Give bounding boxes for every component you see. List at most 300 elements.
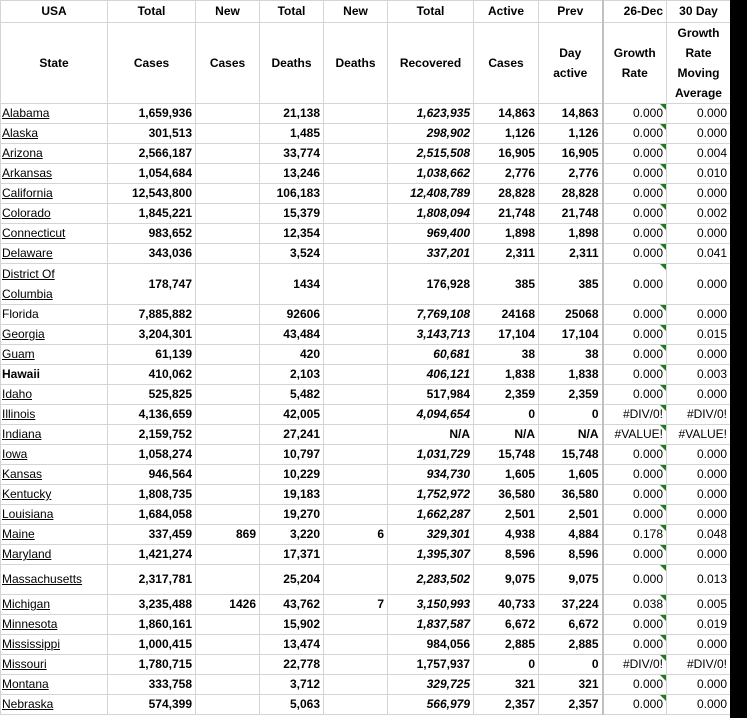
header-deaths[interactable]: Deaths [260, 23, 324, 104]
state-cell[interactable] [1, 655, 108, 675]
total-deaths-cell[interactable] [260, 305, 324, 325]
new-deaths-cell[interactable] [324, 204, 388, 224]
state-cell[interactable] [1, 505, 108, 525]
total-deaths-cell[interactable] [260, 104, 324, 124]
recovered-cell[interactable] [388, 615, 474, 635]
new-cases-cell[interactable] [196, 144, 260, 164]
new-deaths-cell[interactable] [324, 144, 388, 164]
active-cases-cell[interactable] [474, 545, 539, 565]
total-cases-cell[interactable] [108, 305, 196, 325]
new-cases-cell[interactable] [196, 204, 260, 224]
total-cases-cell[interactable] [108, 655, 196, 675]
new-deaths-cell[interactable] [324, 405, 388, 425]
new-cases-cell[interactable] [196, 545, 260, 565]
state-link[interactable]: Mississippi [2, 637, 61, 651]
state-link[interactable]: Louisiana [2, 507, 54, 521]
recovered-cell[interactable] [388, 445, 474, 465]
header-new-cases-top[interactable]: New [196, 1, 260, 23]
state-cell[interactable] [1, 365, 108, 385]
new-deaths-cell[interactable] [324, 345, 388, 365]
active-cases-cell[interactable] [474, 485, 539, 505]
new-cases-cell[interactable] [196, 305, 260, 325]
new-cases-cell[interactable] [196, 695, 260, 715]
header-total-cases-top[interactable]: Total [108, 1, 196, 23]
active-cases-cell[interactable] [474, 124, 539, 144]
error-indicator-icon[interactable] [660, 164, 666, 170]
state-link[interactable]: Georgia [2, 327, 45, 341]
moving-average-cell[interactable] [667, 345, 731, 365]
growth-rate-cell[interactable] [603, 104, 667, 124]
moving-average-cell[interactable] [667, 465, 731, 485]
error-indicator-icon[interactable] [660, 325, 666, 331]
recovered-cell[interactable] [388, 124, 474, 144]
total-cases-cell[interactable] [108, 695, 196, 715]
total-cases-cell[interactable] [108, 325, 196, 345]
new-deaths-cell[interactable] [324, 305, 388, 325]
state-cell[interactable] [1, 164, 108, 184]
header-growth-rate[interactable]: Growth Rate [603, 23, 667, 104]
new-cases-cell[interactable] [196, 244, 260, 264]
state-link[interactable]: Massachusetts [2, 572, 83, 586]
error-indicator-icon[interactable] [660, 184, 666, 190]
error-indicator-icon[interactable] [660, 104, 666, 110]
state-cell[interactable] [1, 695, 108, 715]
state-link[interactable]: District Of Columbia [2, 267, 55, 301]
error-indicator-icon[interactable] [660, 525, 666, 531]
error-indicator-icon[interactable] [660, 144, 666, 150]
moving-average-cell[interactable] [667, 385, 731, 405]
total-cases-cell[interactable] [108, 144, 196, 164]
total-cases-cell[interactable] [108, 124, 196, 144]
moving-average-cell[interactable] [667, 655, 731, 675]
growth-rate-cell[interactable] [603, 695, 667, 715]
state-cell[interactable] [1, 485, 108, 505]
state-link[interactable]: Connecticut [2, 226, 66, 240]
new-deaths-cell[interactable] [324, 385, 388, 405]
moving-average-cell[interactable] [667, 124, 731, 144]
header-new-deaths-top[interactable]: New [324, 1, 388, 23]
recovered-cell[interactable] [388, 565, 474, 595]
growth-rate-cell[interactable] [603, 385, 667, 405]
state-cell[interactable] [1, 675, 108, 695]
prev-day-active-cell[interactable] [539, 325, 603, 345]
moving-average-cell[interactable] [667, 595, 731, 615]
state-link[interactable]: Kansas [2, 467, 43, 481]
prev-day-active-cell[interactable] [539, 385, 603, 405]
prev-day-active-cell[interactable] [539, 695, 603, 715]
header-moving-average[interactable]: Growth Rate Moving Average [667, 23, 731, 104]
prev-day-active-cell[interactable] [539, 675, 603, 695]
state-cell[interactable] [1, 405, 108, 425]
total-deaths-cell[interactable] [260, 525, 324, 545]
growth-rate-cell[interactable] [603, 405, 667, 425]
moving-average-cell[interactable] [667, 325, 731, 345]
active-cases-cell[interactable] [474, 305, 539, 325]
error-indicator-icon[interactable] [660, 365, 666, 371]
active-cases-cell[interactable] [474, 325, 539, 345]
total-cases-cell[interactable] [108, 565, 196, 595]
growth-rate-cell[interactable] [603, 485, 667, 505]
recovered-cell[interactable] [388, 305, 474, 325]
total-cases-cell[interactable] [108, 224, 196, 244]
new-deaths-cell[interactable] [324, 224, 388, 244]
state-link[interactable]: Guam [2, 347, 35, 361]
active-cases-cell[interactable] [474, 204, 539, 224]
new-deaths-cell[interactable] [324, 485, 388, 505]
moving-average-cell[interactable] [667, 445, 731, 465]
total-cases-cell[interactable] [108, 675, 196, 695]
growth-rate-cell[interactable] [603, 425, 667, 445]
state-cell[interactable] [1, 545, 108, 565]
growth-rate-cell[interactable] [603, 615, 667, 635]
new-deaths-cell[interactable] [324, 655, 388, 675]
active-cases-cell[interactable] [474, 425, 539, 445]
prev-day-active-cell[interactable] [539, 184, 603, 204]
recovered-cell[interactable] [388, 505, 474, 525]
state-link[interactable]: California [2, 186, 53, 200]
moving-average-cell[interactable] [667, 505, 731, 525]
new-cases-cell[interactable] [196, 405, 260, 425]
header-active-top[interactable]: Active [474, 1, 539, 23]
new-deaths-cell[interactable] [324, 545, 388, 565]
state-link[interactable]: Minnesota [2, 617, 58, 631]
recovered-cell[interactable] [388, 264, 474, 305]
new-cases-cell[interactable] [196, 675, 260, 695]
error-indicator-icon[interactable] [660, 465, 666, 471]
new-deaths-cell[interactable] [324, 465, 388, 485]
moving-average-cell[interactable] [667, 224, 731, 244]
new-cases-cell[interactable] [196, 525, 260, 545]
moving-average-cell[interactable] [667, 485, 731, 505]
recovered-cell[interactable] [388, 465, 474, 485]
state-cell[interactable] [1, 124, 108, 144]
state-cell[interactable] [1, 615, 108, 635]
state-cell[interactable] [1, 305, 108, 325]
recovered-cell[interactable] [388, 635, 474, 655]
header-cases[interactable]: Cases [108, 23, 196, 104]
error-indicator-icon[interactable] [660, 505, 666, 511]
state-link[interactable]: Missouri [2, 657, 47, 671]
prev-day-active-cell[interactable] [539, 345, 603, 365]
total-deaths-cell[interactable] [260, 264, 324, 305]
new-cases-cell[interactable] [196, 635, 260, 655]
active-cases-cell[interactable] [474, 525, 539, 545]
state-cell[interactable] [1, 184, 108, 204]
header-date[interactable]: 26-Dec [603, 1, 667, 23]
state-cell[interactable] [1, 595, 108, 615]
active-cases-cell[interactable] [474, 264, 539, 305]
growth-rate-cell[interactable] [603, 565, 667, 595]
state-cell[interactable] [1, 224, 108, 244]
total-cases-cell[interactable] [108, 465, 196, 485]
error-indicator-icon[interactable] [660, 445, 666, 451]
error-indicator-icon[interactable] [660, 425, 666, 431]
total-deaths-cell[interactable] [260, 695, 324, 715]
state-cell[interactable] [1, 425, 108, 445]
new-deaths-cell[interactable] [324, 264, 388, 305]
prev-day-active-cell[interactable] [539, 445, 603, 465]
total-deaths-cell[interactable] [260, 405, 324, 425]
active-cases-cell[interactable] [474, 595, 539, 615]
moving-average-cell[interactable] [667, 425, 731, 445]
prev-day-active-cell[interactable] [539, 164, 603, 184]
error-indicator-icon[interactable] [660, 305, 666, 311]
prev-day-active-cell[interactable] [539, 635, 603, 655]
growth-rate-cell[interactable] [603, 345, 667, 365]
new-deaths-cell[interactable] [324, 244, 388, 264]
total-cases-cell[interactable] [108, 204, 196, 224]
state-cell[interactable] [1, 465, 108, 485]
recovered-cell[interactable] [388, 425, 474, 445]
state-link[interactable]: Kentucky [2, 487, 52, 501]
state-cell[interactable] [1, 565, 108, 595]
total-deaths-cell[interactable] [260, 425, 324, 445]
active-cases-cell[interactable] [474, 445, 539, 465]
header-usa[interactable]: USA [1, 1, 108, 23]
prev-day-active-cell[interactable] [539, 224, 603, 244]
prev-day-active-cell[interactable] [539, 144, 603, 164]
new-cases-cell[interactable] [196, 104, 260, 124]
error-indicator-icon[interactable] [660, 244, 666, 250]
total-cases-cell[interactable] [108, 244, 196, 264]
state-link[interactable]: Montana [2, 677, 49, 691]
state-link[interactable]: Idaho [2, 387, 33, 401]
moving-average-cell[interactable] [667, 184, 731, 204]
new-deaths-cell[interactable] [324, 325, 388, 345]
error-indicator-icon[interactable] [660, 695, 666, 701]
growth-rate-cell[interactable] [603, 144, 667, 164]
active-cases-cell[interactable] [474, 224, 539, 244]
active-cases-cell[interactable] [474, 655, 539, 675]
moving-average-cell[interactable] [667, 615, 731, 635]
error-indicator-icon[interactable] [660, 545, 666, 551]
prev-day-active-cell[interactable] [539, 485, 603, 505]
recovered-cell[interactable] [388, 144, 474, 164]
new-cases-cell[interactable] [196, 124, 260, 144]
moving-average-cell[interactable] [667, 545, 731, 565]
new-cases-cell[interactable] [196, 164, 260, 184]
growth-rate-cell[interactable] [603, 204, 667, 224]
moving-average-cell[interactable] [667, 405, 731, 425]
moving-average-cell[interactable] [667, 365, 731, 385]
recovered-cell[interactable] [388, 365, 474, 385]
error-indicator-icon[interactable] [660, 204, 666, 210]
state-cell[interactable] [1, 525, 108, 545]
header-prev-top[interactable]: Prev [539, 1, 603, 23]
total-cases-cell[interactable] [108, 184, 196, 204]
total-deaths-cell[interactable] [260, 675, 324, 695]
prev-day-active-cell[interactable] [539, 465, 603, 485]
total-deaths-cell[interactable] [260, 565, 324, 595]
new-cases-cell[interactable] [196, 485, 260, 505]
new-deaths-cell[interactable] [324, 124, 388, 144]
moving-average-cell[interactable] [667, 565, 731, 595]
state-cell[interactable] [1, 104, 108, 124]
growth-rate-cell[interactable] [603, 224, 667, 244]
state-link[interactable]: Florida [2, 307, 39, 321]
header-total-deaths-top[interactable]: Total [260, 1, 324, 23]
recovered-cell[interactable] [388, 695, 474, 715]
state-cell[interactable] [1, 264, 108, 305]
state-link[interactable]: Maryland [2, 547, 52, 561]
new-cases-cell[interactable] [196, 224, 260, 244]
recovered-cell[interactable] [388, 405, 474, 425]
recovered-cell[interactable] [388, 595, 474, 615]
total-cases-cell[interactable] [108, 445, 196, 465]
total-deaths-cell[interactable] [260, 164, 324, 184]
state-link[interactable]: Illinois [2, 407, 36, 421]
total-deaths-cell[interactable] [260, 365, 324, 385]
state-cell[interactable] [1, 325, 108, 345]
error-indicator-icon[interactable] [660, 405, 666, 411]
new-deaths-cell[interactable] [324, 595, 388, 615]
new-deaths-cell[interactable] [324, 445, 388, 465]
total-cases-cell[interactable] [108, 595, 196, 615]
state-cell[interactable] [1, 244, 108, 264]
error-indicator-icon[interactable] [660, 224, 666, 230]
recovered-cell[interactable] [388, 525, 474, 545]
total-deaths-cell[interactable] [260, 615, 324, 635]
moving-average-cell[interactable] [667, 204, 731, 224]
total-cases-cell[interactable] [108, 485, 196, 505]
active-cases-cell[interactable] [474, 405, 539, 425]
active-cases-cell[interactable] [474, 695, 539, 715]
new-cases-cell[interactable] [196, 445, 260, 465]
moving-average-cell[interactable] [667, 525, 731, 545]
new-cases-cell[interactable] [196, 505, 260, 525]
total-deaths-cell[interactable] [260, 445, 324, 465]
new-cases-cell[interactable] [196, 345, 260, 365]
error-indicator-icon[interactable] [660, 615, 666, 621]
active-cases-cell[interactable] [474, 635, 539, 655]
error-indicator-icon[interactable] [660, 595, 666, 601]
new-cases-cell[interactable] [196, 264, 260, 305]
active-cases-cell[interactable] [474, 565, 539, 595]
total-cases-cell[interactable] [108, 635, 196, 655]
total-cases-cell[interactable] [108, 164, 196, 184]
prev-day-active-cell[interactable] [539, 595, 603, 615]
prev-day-active-cell[interactable] [539, 124, 603, 144]
prev-day-active-cell[interactable] [539, 244, 603, 264]
header-prev-day-active[interactable]: Day active [539, 23, 603, 104]
header-new-deaths[interactable]: Deaths [324, 23, 388, 104]
total-cases-cell[interactable] [108, 365, 196, 385]
growth-rate-cell[interactable] [603, 675, 667, 695]
state-cell[interactable] [1, 445, 108, 465]
active-cases-cell[interactable] [474, 365, 539, 385]
growth-rate-cell[interactable] [603, 445, 667, 465]
total-deaths-cell[interactable] [260, 655, 324, 675]
total-cases-cell[interactable] [108, 385, 196, 405]
error-indicator-icon[interactable] [660, 264, 666, 270]
recovered-cell[interactable] [388, 164, 474, 184]
moving-average-cell[interactable] [667, 104, 731, 124]
state-link[interactable]: Arizona [2, 146, 43, 160]
prev-day-active-cell[interactable] [539, 305, 603, 325]
new-deaths-cell[interactable] [324, 164, 388, 184]
error-indicator-icon[interactable] [660, 345, 666, 351]
new-cases-cell[interactable] [196, 595, 260, 615]
total-deaths-cell[interactable] [260, 485, 324, 505]
new-deaths-cell[interactable] [324, 695, 388, 715]
recovered-cell[interactable] [388, 345, 474, 365]
total-deaths-cell[interactable] [260, 244, 324, 264]
total-cases-cell[interactable] [108, 405, 196, 425]
moving-average-cell[interactable] [667, 635, 731, 655]
growth-rate-cell[interactable] [603, 244, 667, 264]
new-deaths-cell[interactable] [324, 525, 388, 545]
growth-rate-cell[interactable] [603, 305, 667, 325]
error-indicator-icon[interactable] [660, 565, 666, 571]
total-deaths-cell[interactable] [260, 345, 324, 365]
header-new-cases[interactable]: Cases [196, 23, 260, 104]
active-cases-cell[interactable] [474, 345, 539, 365]
state-link[interactable]: Colorado [2, 206, 51, 220]
total-deaths-cell[interactable] [260, 124, 324, 144]
state-link[interactable]: Delaware [2, 246, 53, 260]
prev-day-active-cell[interactable] [539, 525, 603, 545]
state-link[interactable]: Alabama [2, 106, 50, 120]
new-deaths-cell[interactable] [324, 365, 388, 385]
error-indicator-icon[interactable] [660, 675, 666, 681]
total-deaths-cell[interactable] [260, 385, 324, 405]
total-cases-cell[interactable] [108, 345, 196, 365]
new-deaths-cell[interactable] [324, 675, 388, 695]
growth-rate-cell[interactable] [603, 184, 667, 204]
moving-average-cell[interactable] [667, 675, 731, 695]
active-cases-cell[interactable] [474, 465, 539, 485]
new-deaths-cell[interactable] [324, 635, 388, 655]
active-cases-cell[interactable] [474, 244, 539, 264]
total-cases-cell[interactable] [108, 545, 196, 565]
recovered-cell[interactable] [388, 545, 474, 565]
moving-average-cell[interactable] [667, 305, 731, 325]
growth-rate-cell[interactable] [603, 164, 667, 184]
recovered-cell[interactable] [388, 675, 474, 695]
state-link[interactable]: Michigan [2, 597, 51, 611]
total-deaths-cell[interactable] [260, 224, 324, 244]
error-indicator-icon[interactable] [660, 635, 666, 641]
new-cases-cell[interactable] [196, 565, 260, 595]
growth-rate-cell[interactable] [603, 465, 667, 485]
state-cell[interactable] [1, 385, 108, 405]
growth-rate-cell[interactable] [603, 595, 667, 615]
total-deaths-cell[interactable] [260, 144, 324, 164]
total-deaths-cell[interactable] [260, 184, 324, 204]
new-deaths-cell[interactable] [324, 505, 388, 525]
growth-rate-cell[interactable] [603, 635, 667, 655]
prev-day-active-cell[interactable] [539, 655, 603, 675]
header-30day-top[interactable]: 30 Day [667, 1, 731, 23]
new-deaths-cell[interactable] [324, 615, 388, 635]
state-link[interactable]: Arkansas [2, 166, 53, 180]
new-cases-cell[interactable] [196, 385, 260, 405]
growth-rate-cell[interactable] [603, 325, 667, 345]
moving-average-cell[interactable] [667, 164, 731, 184]
prev-day-active-cell[interactable] [539, 505, 603, 525]
growth-rate-cell[interactable] [603, 655, 667, 675]
new-cases-cell[interactable] [196, 615, 260, 635]
total-cases-cell[interactable] [108, 425, 196, 445]
prev-day-active-cell[interactable] [539, 264, 603, 305]
active-cases-cell[interactable] [474, 615, 539, 635]
error-indicator-icon[interactable] [660, 485, 666, 491]
state-link[interactable]: Nebraska [2, 697, 54, 711]
header-total-recovered-top[interactable]: Total [388, 1, 474, 23]
header-recovered[interactable]: Recovered [388, 23, 474, 104]
new-deaths-cell[interactable] [324, 425, 388, 445]
new-deaths-cell[interactable] [324, 104, 388, 124]
